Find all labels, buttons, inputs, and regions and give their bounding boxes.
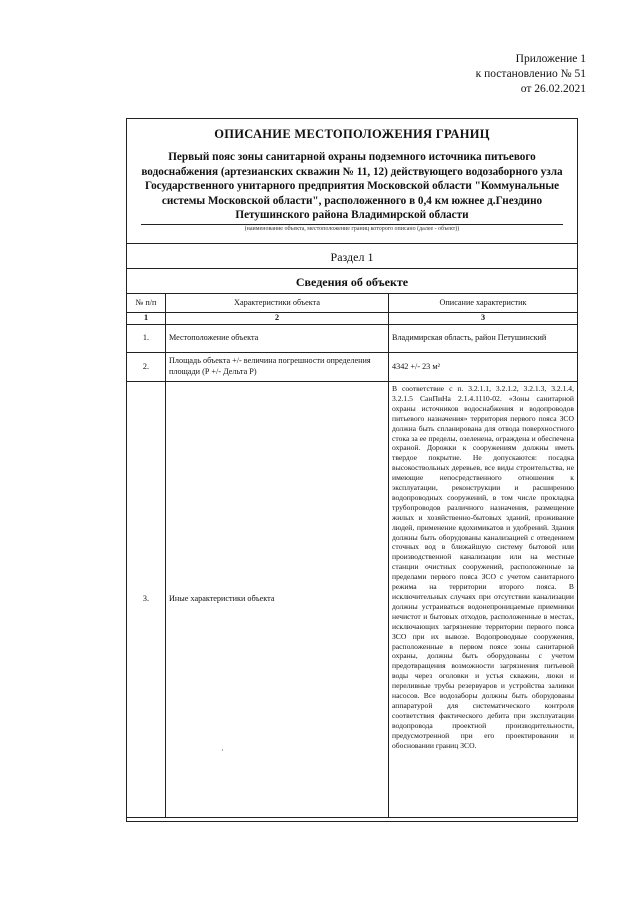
document-subtitle: Первый пояс зоны санитарной охраны подземного источника питьевого водоснабжения (артезианских скважин № 11, 12) действующего водозаборного узла Государственного унитарного предприятия Московской области "Коммунальные системы Московской области", расположенного в 0,4 км южнее д.Гнездино Петушинского района Владимирской области: [141, 150, 563, 225]
row-number: 2.: [127, 352, 166, 381]
document-title: ОПИСАНИЕ МЕСТОПОЛОЖЕНИЯ ГРАНИЦ: [214, 127, 490, 141]
column-number-1: 1: [127, 312, 166, 324]
appendix-block: [476, 52, 586, 97]
row-description: 4342 +/- 23 м²: [389, 352, 578, 381]
column-number-2: 2: [166, 312, 389, 324]
row-characteristic: Иные характеристики объекта: [166, 381, 389, 817]
object-heading: Сведения об объекте: [127, 268, 577, 293]
row-number: 1.: [127, 324, 166, 352]
column-number-3: 3: [389, 312, 578, 324]
section-heading: Раздел 1: [127, 243, 577, 268]
table-row: [127, 352, 577, 381]
appendix-line-1: Приложение 1: [515, 53, 586, 65]
table-header-row: [127, 293, 577, 312]
column-number-row: [127, 312, 577, 324]
header-description: Описание характеристик: [389, 293, 578, 312]
object-table: [127, 293, 577, 818]
document-frame: [126, 118, 578, 822]
header-characteristic: Характеристики объекта: [166, 293, 389, 312]
row-number: 3.: [127, 381, 166, 817]
table-row: [127, 381, 577, 817]
row-description: Владимирская область, район Петушинский: [389, 324, 578, 352]
table-row: [127, 324, 577, 352]
scan-speck: ·: [221, 746, 224, 755]
appendix-line-3: от 26.02.2021: [520, 83, 586, 95]
subtitle-caption: (наименование объекта, местоположение границ которого описано (далее - объект)): [244, 225, 460, 232]
row-characteristic: Площадь объекта +/- величина погрешности определения площади (Р +/- Дельта Р): [166, 352, 389, 381]
row-description: В соответствие с п. 3.2.1.1, 3.2.1.2, 3.2.1.3, 3.2.1.4, 3.2.1.5 СанПиНа 2.1.4.1110-02. «Зоны санитарной охраны источников водоснабжения и водопроводов питьевого назначения» территория первого пояса ЗСО должна быть спланирована для отвода поверхностного стока за ее пределы, озеленена, ограждена и обеспечена охраной. Дорожки к сооружениям должны иметь твердое покрытие. Не допускаются: посадка высокоствольных деревьев, все виды строительства, не имеющие непосредственного отношения к эксплуатации, реконструкции и расширению водопроводных сооружений, в том числе прокладка трубопроводов различного назначения, размещение жилых и хозяйственно-бытовых зданий, проживание людей, применение ядохимикатов и удобрений. Здания должны быть оборудованы канализацией с отведением сточных вод в ближайшую систему бытовой или производственной канализации или на местные станции очистных сооружений, расположенные за пределами первого пояса ЗСО с учетом санитарного режима на территории второго пояса. В исключительных случаях при отсутствии канализации должны устраиваться водонепроницаемые приемники нечистот и бытовых отходов, расположенные в местах, исключающих загрязнение территории первого пояса ЗСО при их вывозе. Водопроводные сооружения, расположенные в первом поясе зоны санитарной охраны, должны быть оборудованы с учетом предотвращения возможности загрязнения питьевой воды через оголовки и устья скважин, люки и переливные трубы резервуаров и устройства заливки насосов. Все водозаборы должны быть оборудованы аппаратурой для систематического контроля соответствия фактического дебита при эксплуатации водопровода проектной производительности, предусмотренной при его проектировании и обосновании границ ЗСО.: [389, 381, 578, 817]
appendix-line-2: к постановленио № 51: [475, 68, 586, 80]
row-characteristic: Местоположение объекта: [166, 324, 389, 352]
header-number: № п/п: [127, 293, 166, 312]
